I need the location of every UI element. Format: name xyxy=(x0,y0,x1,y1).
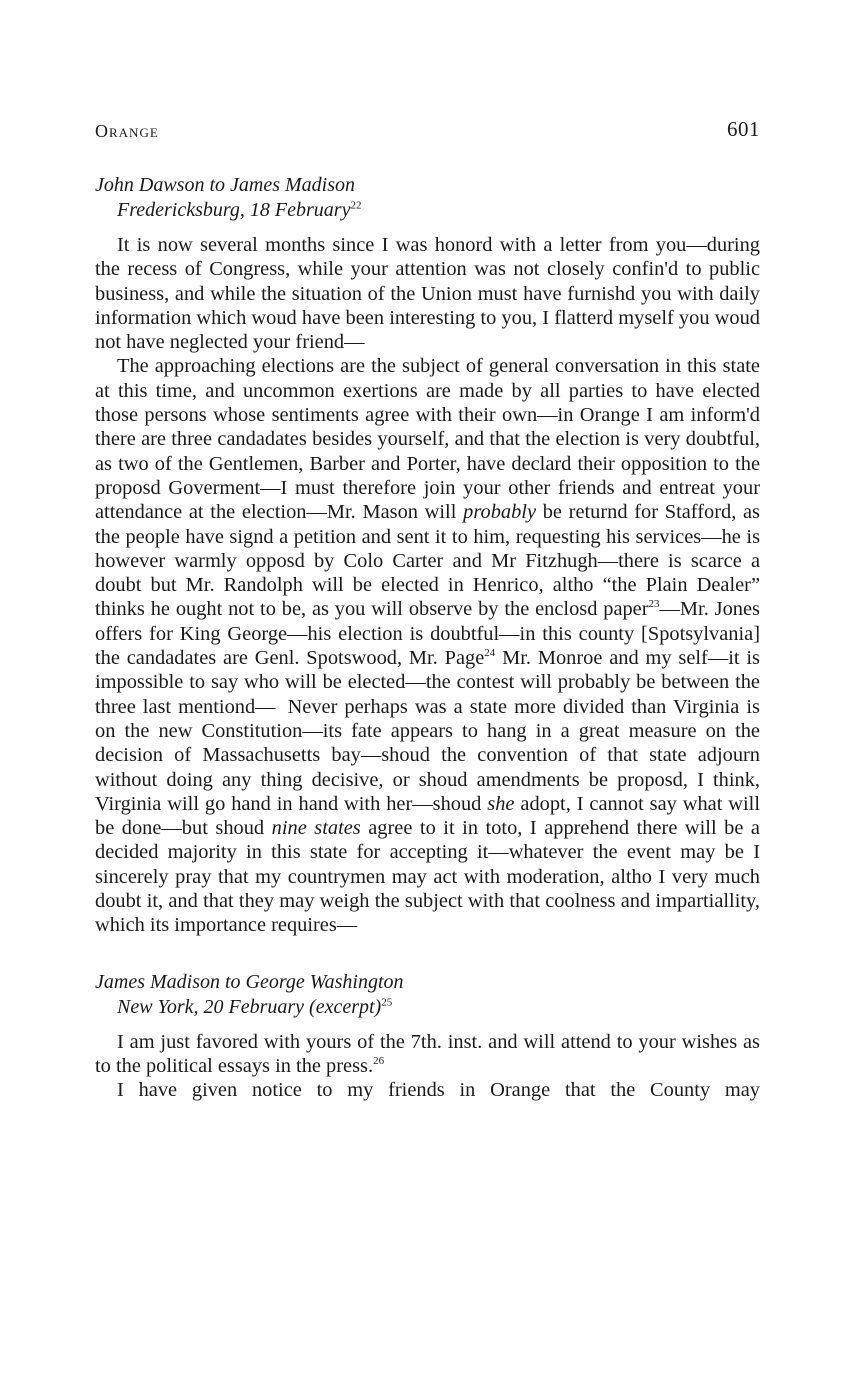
footnote-ref: 24 xyxy=(484,647,496,660)
emphasis: nine states xyxy=(271,817,361,840)
letter-body-madison xyxy=(95,1030,760,1103)
page-number: 601 xyxy=(727,117,760,141)
letter-title: John Dawson to James Madison xyxy=(95,174,355,196)
book-page xyxy=(95,117,760,1103)
paragraph: It is now several months since I was honord with a letter from you—during the recess of Congress, while your attention was not closely confin'd to public business, and while the situation of the Union must have furnishd you with daily information which woud have been interesting to you, I flatterd myself you woud not have neglected your friend— xyxy=(95,234,760,354)
footnote-ref: 25 xyxy=(381,995,393,1008)
letter-body-dawson xyxy=(95,233,760,938)
letter-heading-madison xyxy=(95,970,760,1020)
letter-heading-dawson xyxy=(95,173,760,223)
letter-place-date: Fredericksburg, 18 February$^{22}$ xyxy=(117,199,362,221)
section-title: Orange xyxy=(95,121,159,141)
footnote-ref: 22 xyxy=(350,199,362,212)
paragraph: I am just favored with yours of the 7th. inst. and will attend to your wishes as to the political essays in the press.$^{26}$ xyxy=(95,1030,760,1077)
paragraph: The approaching elections are the subject of general conversation in this state at this time, and uncommon exertions are made by all parties to have elected those persons whose sentiments agree with their own—in Orange I am inform'd there are three candadates besides yourself, and that the election is very doubtful, as two of the Gentlemen, Barber and Porter, have declard their opposition to the proposd Goverment—I must therefore join your other friends and entreat your attendance at the election—Mr. Mason will probably be returnd for Stafford, as the people have signd a petition and sent it to him, requesting his services—he is however warmly opposd by Colo Carter and Mr Fitzhugh—there is scarce a doubt but Mr. Randolph will be elected in Henrico, altho “the Plain Dealer” thinks he ought not to be, as you will observe by the enclosd paper$^{23}$—Mr. Jones offers for King George—his election is doubtful—in this county [Spotsylvania] the candadates are Genl. Spotswood, Mr. Page$^{24}$ Mr. Monroe and my self—it is impossible to say who will be elected—the contest will probably be between the three last mentiond— Never perhaps was a state more divided than Virginia is on the new Constitution—its fate appears to hang in a great measure on the decision of Massachusetts bay—shoud the convention of that state adjourn without doing any thing decisive, or shoud amendments be proposd, I think, Virginia will go hand in hand with her—shoud she adopt, I cannot say what will be done—but shoud nine states agree to it in toto, I apprehend there will be a decided majority in this state for accepting it—whatever the event may be I sincerely pray that my countrymen may act with moderation, altho I very much doubt it, and that they may weigh the subject with that coolness and impartiallity, which its importance requires— xyxy=(95,355,761,937)
emphasis: probably xyxy=(463,501,536,524)
footnote-ref: 26 xyxy=(373,1055,385,1068)
paragraph: I have given notice to my friends in Orange that the County may xyxy=(117,1079,760,1102)
letter-place-date: New York, 20 February (excerpt)$^{25}$ xyxy=(117,995,393,1018)
running-head xyxy=(95,117,760,147)
footnote-ref: 23 xyxy=(648,598,660,611)
letter-title: James Madison to George Washington xyxy=(95,970,404,993)
emphasis: she xyxy=(487,792,515,815)
